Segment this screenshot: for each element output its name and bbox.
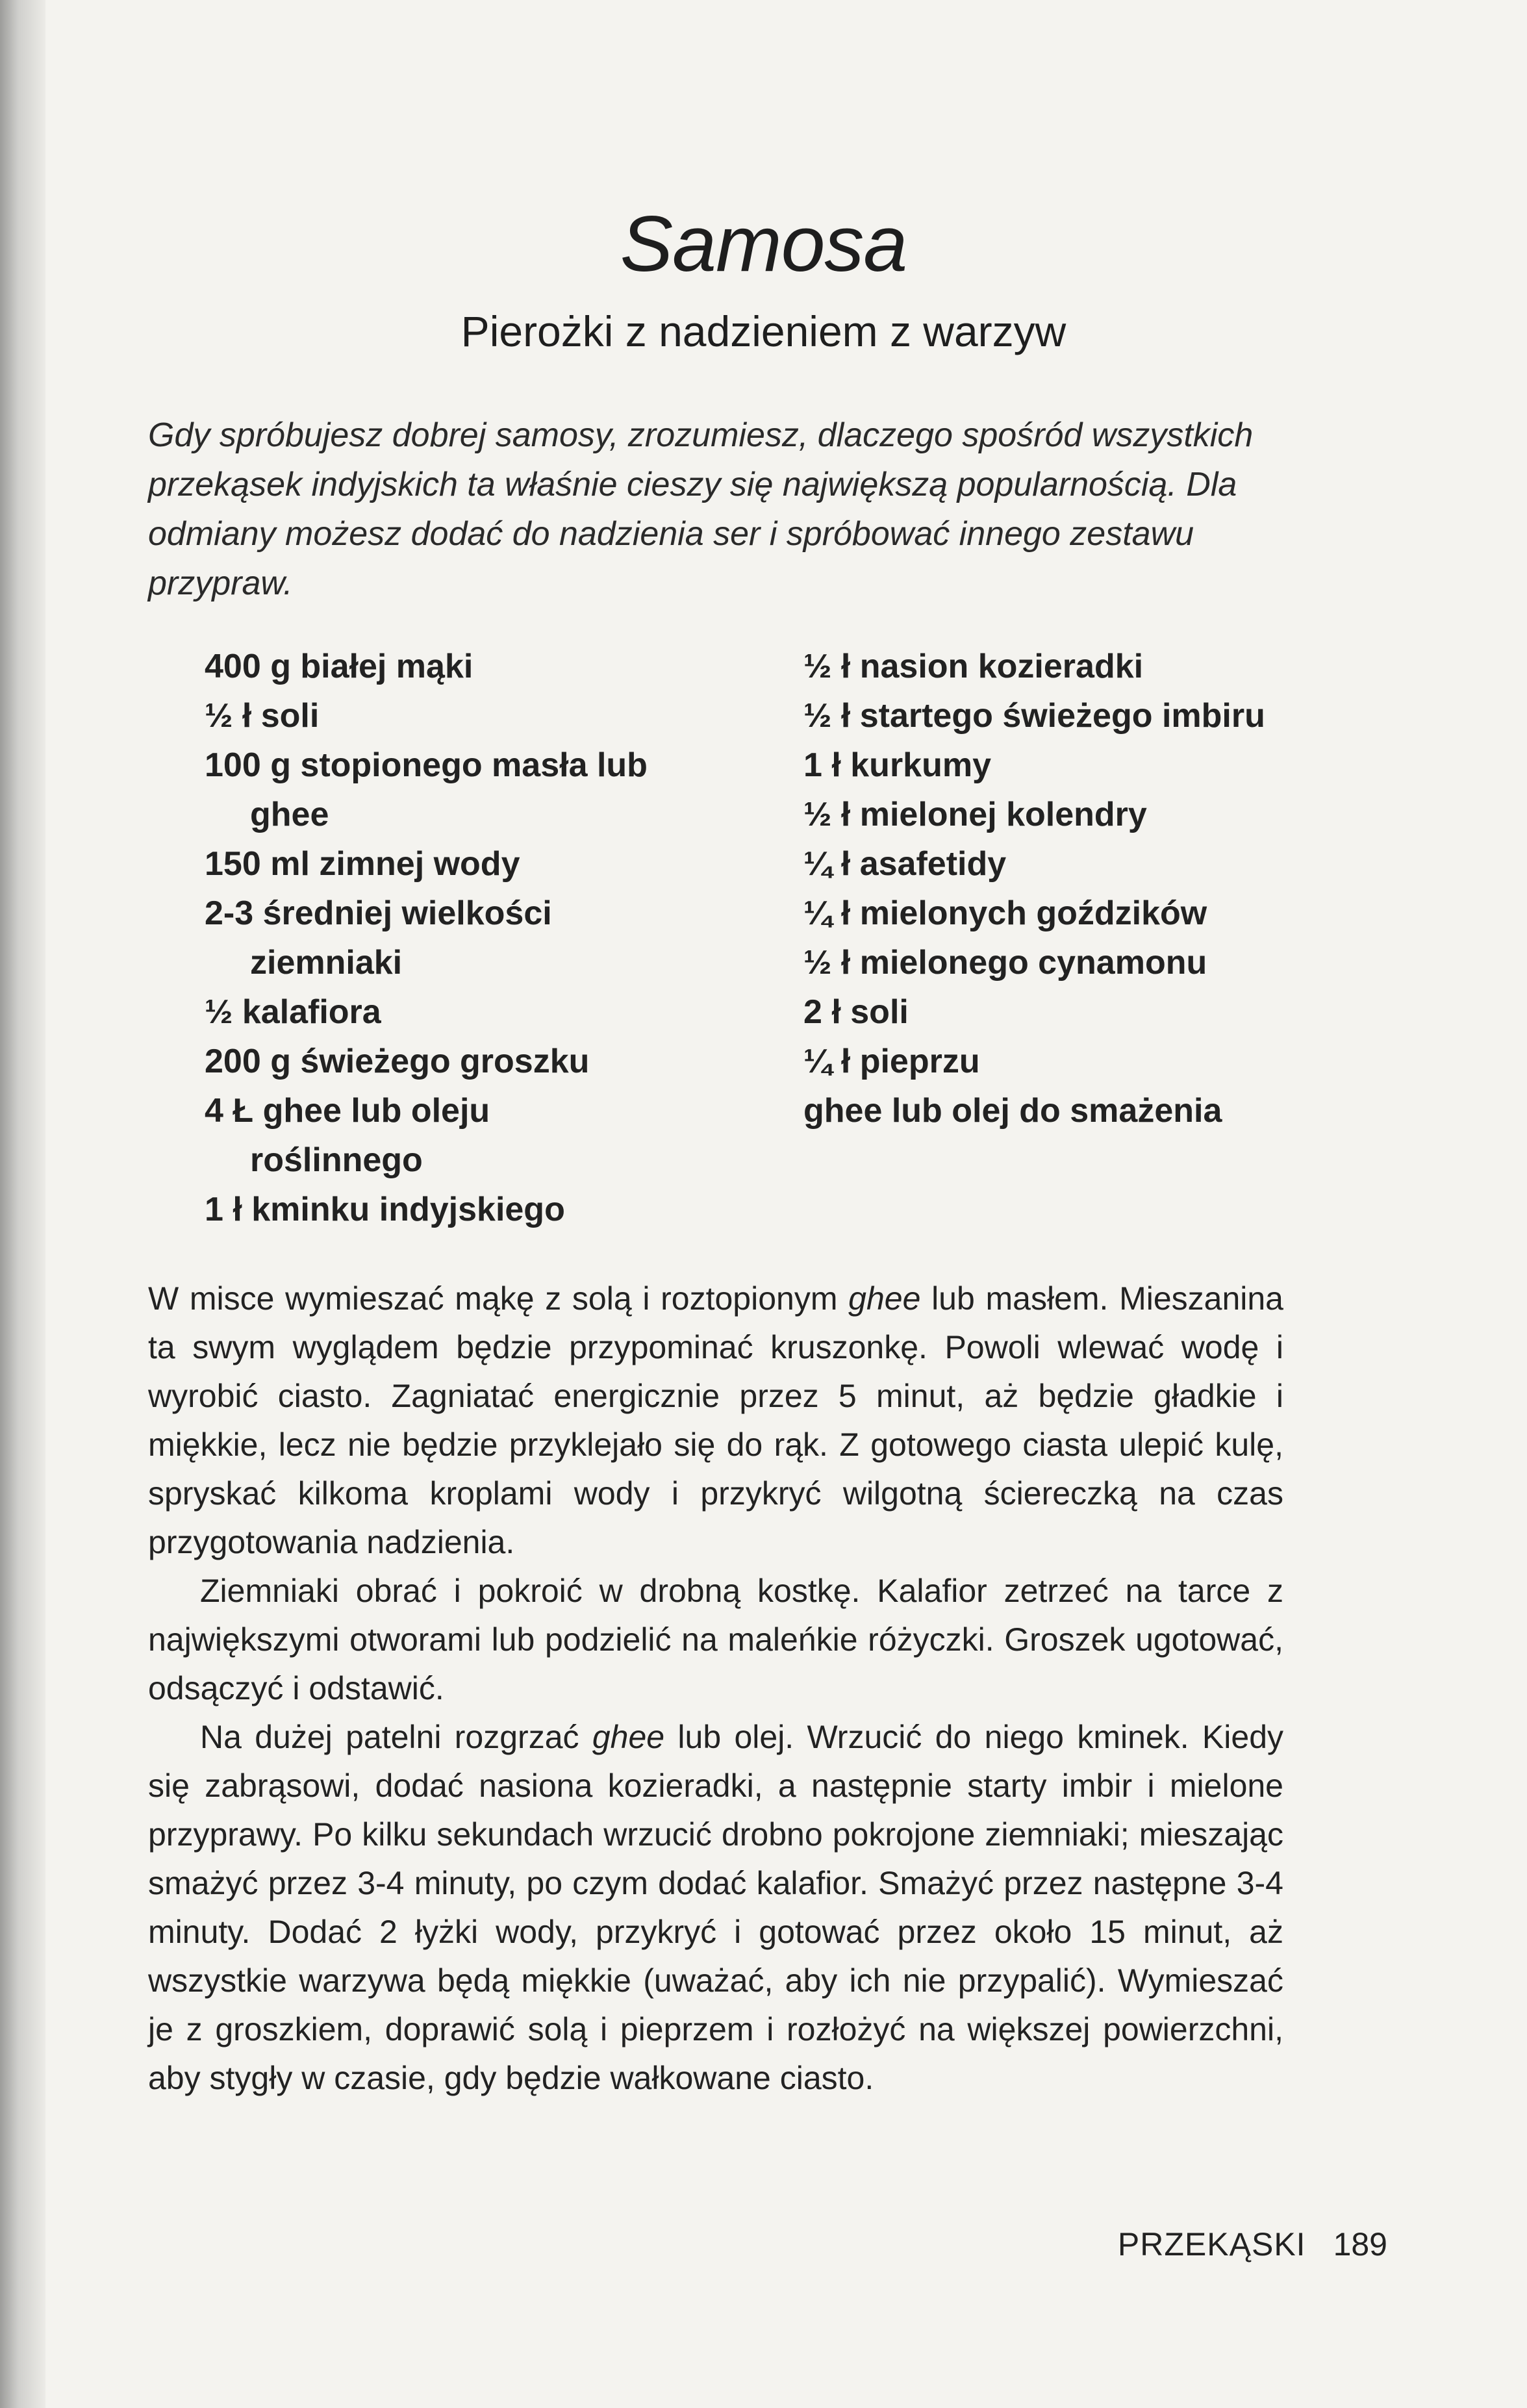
ingredient-item: 150 ml zimnej wody: [205, 845, 520, 883]
ingredient-item: ½ ł mielonego cynamonu: [803, 944, 1207, 982]
recipe-intro: Gdy spróbujesz dobrej samosy, zrozumiesz, dlaczego spośród wszystkich przekąsek indyjskich ta właśnie cieszy się największą popularnością. Dla odmiany możesz dodać do nadzienia ser i spróbować innego zestawu przypraw.: [148, 416, 1254, 602]
method-paragraph: Ziemniaki obrać i pokroić w drobną kostkę. Kalafior zetrzeć na tarce z największymi otworami lub podzielić na maleńkie różyczki. Groszek ugotować, odsączyć i odstawić.: [148, 1573, 1283, 1706]
ingredient-item: 1 ł kminku indyjskiego: [205, 1191, 565, 1228]
method-paragraph: [148, 1274, 1283, 1567]
ingredient-item: ¼ ł pieprzu: [803, 1043, 980, 1080]
ingredient-item: 4 Ł ghee lub oleju roślinnego: [205, 1092, 490, 1179]
method-paragraph: [148, 1713, 1283, 2103]
method-emphasis: ghee: [848, 1280, 921, 1317]
page-footer: [1118, 2222, 1387, 2267]
ingredient-item: 400 g białej mąki: [205, 648, 473, 685]
ingredient-item: ½ ł mielonej kolendry: [803, 796, 1147, 833]
page-number: 189: [1333, 2226, 1387, 2262]
ingredients-column-right: [803, 642, 1388, 1135]
recipe-subtitle: Pierożki z nadzieniem z warzyw: [461, 307, 1066, 355]
ingredient-item: ½ kalafiora: [205, 993, 381, 1031]
ingredients-list: [205, 642, 1309, 1252]
ingredient-item: 2-3 średniej wielkości ziemniaki: [205, 894, 552, 982]
section-name: PRZEKĄSKI: [1117, 2226, 1306, 2262]
ingredient-item: 2 ł soli: [803, 993, 909, 1031]
method-text: [148, 1274, 1283, 2103]
ingredient-item: ghee lub olej do smażenia: [803, 1092, 1222, 1130]
ingredient-item: ½ ł soli: [205, 697, 320, 735]
ingredient-item: ½ ł startego świeżego imbiru: [803, 697, 1265, 735]
ingredient-item: ½ ł nasion kozieradki: [803, 648, 1144, 685]
ingredient-item: ¼ ł asafetidy: [803, 845, 1007, 883]
method-text-run: lub olej. Wrzucić do niego kminek. Kiedy się zabrąsowi, dodać nasiona kozieradki, a następnie starty imbir i mielone przyprawy. Po kilku sekundach wrzucić drobno pokrojone ziemniaki; mieszając smażyć przez 3-4 minuty, po czym dodać kalafior. Smażyć przez następne 3-4 minuty. Dodać 2 łyżki wody, przykryć i gotować przez około 15 minut, aż wszystkie warzywa będą miękkie (uważać, aby ich nie przypalić). Wymieszać je z groszkiem, doprawić solą i pieprzem i rozłożyć na większej powierzchni, aby stygły w czasie, gdy będzie wałkowane ciasto.: [148, 1719, 1283, 2096]
method-text-run: lub masłem. Mieszanina ta swym wyglądem będzie przypominać kruszonkę. Powoli wlewać wodę i wyrobić ciasto. Zagniatać energicznie przez 5 minut, aż będzie gładkie i miękkie, lecz nie będzie przyklejało się do rąk. Z gotowego ciasta ulepić kulę, spryskać kilkoma kroplami wody i przykryć wilgotną ściereczką na czas przygotowania nadzienia.: [148, 1280, 1283, 1560]
ingredient-item: 200 g świeżego groszku: [205, 1043, 590, 1080]
ingredients-column-left: [205, 642, 659, 1234]
method-text-run: W misce wymieszać mąkę z solą i roztopionym: [148, 1280, 849, 1317]
method-text-run: Na dużej patelni rozgrzać: [200, 1719, 592, 1755]
recipe-title: Samosa: [620, 199, 907, 288]
method-emphasis: ghee: [592, 1719, 665, 1755]
ingredient-item: ¼ ł mielonych goździków: [803, 894, 1207, 932]
ingredient-item: 1 ł kurkumy: [803, 746, 992, 784]
ingredient-item: 100 g stopionego masła lub ghee: [205, 746, 648, 833]
